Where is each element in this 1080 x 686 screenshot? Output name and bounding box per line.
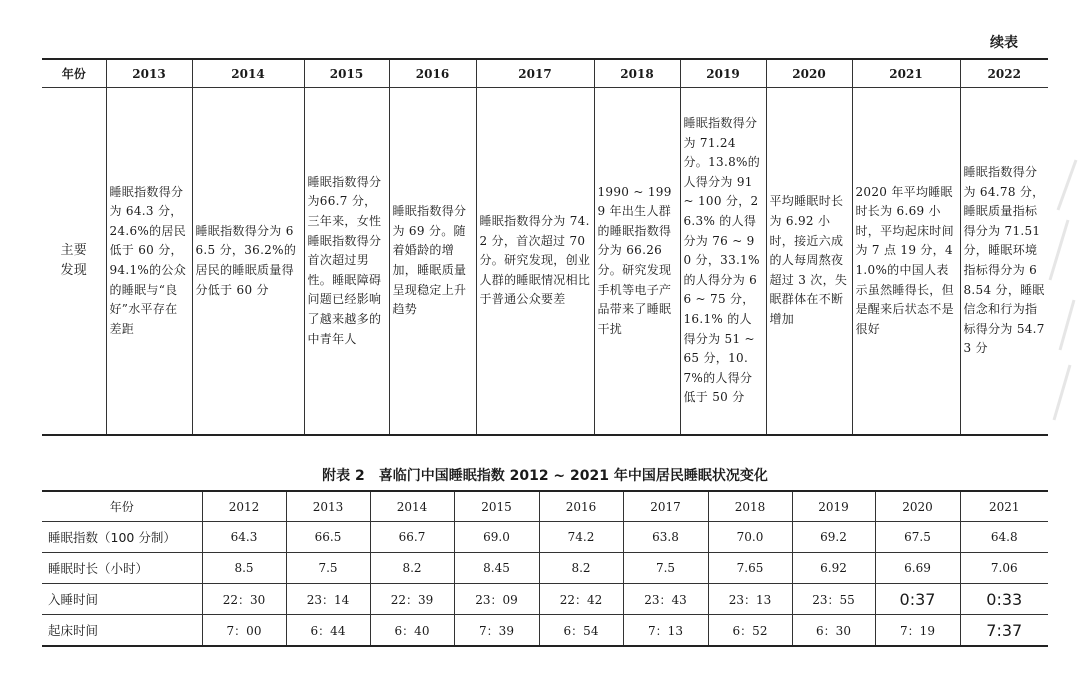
header-cell: 2013 bbox=[286, 491, 370, 522]
finding-cell: 睡眠指数得分为 69 分。随着婚龄的增加，睡眠质量呈现稳定上升趋势 bbox=[389, 88, 476, 436]
header-cell: 2016 bbox=[389, 59, 476, 88]
header-cell: 2015 bbox=[454, 491, 539, 522]
data-cell: 6：54 bbox=[539, 615, 623, 647]
data-cell: 64.8 bbox=[960, 522, 1048, 553]
finding-cell: 平均睡眠时长为 6.92 小时，接近六成的人每周熬夜超过 3 次，失眠群体在不断增加 bbox=[766, 88, 852, 436]
findings-header-row bbox=[42, 59, 1048, 88]
header-cell: 2016 bbox=[539, 491, 623, 522]
data-cell: 70.0 bbox=[708, 522, 792, 553]
data-cell: 7：13 bbox=[623, 615, 708, 647]
header-cell: 2020 bbox=[875, 491, 960, 522]
finding-cell: 睡眠指数得分为66.7 分，三年来，女性睡眠指数得分首次超过男性。睡眠障碍问题已经影响了越来越多的中青年人 bbox=[304, 88, 389, 436]
wake-time-row bbox=[42, 615, 1048, 647]
header-cell: 2019 bbox=[792, 491, 875, 522]
continued-label: 续表 bbox=[990, 35, 1018, 51]
data-cell: 6.69 bbox=[875, 553, 960, 584]
header-cell: 2018 bbox=[594, 59, 680, 88]
header-cell: 2019 bbox=[680, 59, 766, 88]
findings-table bbox=[42, 58, 1048, 436]
data-cell: 8.2 bbox=[370, 553, 454, 584]
data-cell: 66.7 bbox=[370, 522, 454, 553]
header-cell: 2014 bbox=[370, 491, 454, 522]
data-cell: 23：14 bbox=[286, 584, 370, 615]
table-caption: 附表 2 喜临门中国睡眠指数 2012 ~ 2021 年中国居民睡眠状况变化 bbox=[322, 468, 768, 484]
data-cell: 8.45 bbox=[454, 553, 539, 584]
data-cell: 7.65 bbox=[708, 553, 792, 584]
data-cell: 66.5 bbox=[286, 522, 370, 553]
finding-cell: 睡眠指数得分为 74.2 分，首次超过 70 分。研究发现，创业人群的睡眠情况相比于普通公众要差 bbox=[476, 88, 594, 436]
data-cell: 22：42 bbox=[539, 584, 623, 615]
data-cell: 7.5 bbox=[286, 553, 370, 584]
findings-row bbox=[42, 88, 1048, 436]
sleep-index-row bbox=[42, 522, 1048, 553]
header-cell: 2022 bbox=[960, 59, 1048, 88]
data-cell: 23：13 bbox=[708, 584, 792, 615]
data-cell: 6：44 bbox=[286, 615, 370, 647]
header-cell: 2012 bbox=[202, 491, 286, 522]
header-cell: 2017 bbox=[476, 59, 594, 88]
row-label: 起床时间 bbox=[42, 615, 202, 647]
data-cell: 8.5 bbox=[202, 553, 286, 584]
finding-cell: 2020 年平均睡眠时长为 6.69 小时，平均起床时间为 7 点 19 分，41.0%的中国人表示虽然睡得长，但是醒来后状态不是很好 bbox=[852, 88, 960, 436]
row-label: 入睡时间 bbox=[42, 584, 202, 615]
header-cell: 2013 bbox=[106, 59, 192, 88]
data-cell: 7.06 bbox=[960, 553, 1048, 584]
sleep-index-table bbox=[42, 490, 1048, 647]
data-cell: 7：00 bbox=[202, 615, 286, 647]
bedtime-row bbox=[42, 584, 1048, 615]
row-label: 睡眠指数（100 分制） bbox=[42, 522, 202, 553]
data-cell: 6.92 bbox=[792, 553, 875, 584]
findings-row-label: 主要 发现 bbox=[42, 88, 106, 436]
finding-cell: 1990 ~ 1999 年出生人群的睡眠指数得分为 66.26 分。研究发现手机等电子产品带来了睡眠干扰 bbox=[594, 88, 680, 436]
data-cell: 6：30 bbox=[792, 615, 875, 647]
header-cell: 2021 bbox=[852, 59, 960, 88]
data-cell: 7.5 bbox=[623, 553, 708, 584]
header-cell: 年份 bbox=[42, 59, 106, 88]
data-cell: 69.0 bbox=[454, 522, 539, 553]
data-cell: 23：55 bbox=[792, 584, 875, 615]
sleep-duration-row bbox=[42, 553, 1048, 584]
header-cell: 2021 bbox=[960, 491, 1048, 522]
data-cell: 6：40 bbox=[370, 615, 454, 647]
data-cell: 7：19 bbox=[875, 615, 960, 647]
row-label: 睡眠时长（小时） bbox=[42, 553, 202, 584]
header-cell: 2018 bbox=[708, 491, 792, 522]
data-cell: 22：39 bbox=[370, 584, 454, 615]
finding-cell: 睡眠指数得分为 64.78 分，睡眠质量指标得分为 71.51 分，睡眠环境指标得分为 68.54 分，睡眠信念和行为指标得分为 54.73 分 bbox=[960, 88, 1048, 436]
header-cell: 2014 bbox=[192, 59, 304, 88]
header-cell: 2015 bbox=[304, 59, 389, 88]
header-cell: 2017 bbox=[623, 491, 708, 522]
data-cell: 7:37 bbox=[960, 615, 1048, 647]
data-cell: 63.8 bbox=[623, 522, 708, 553]
data-cell: 22：30 bbox=[202, 584, 286, 615]
data-cell: 23：43 bbox=[623, 584, 708, 615]
data-cell: 67.5 bbox=[875, 522, 960, 553]
finding-cell: 睡眠指数得分为 66.5 分，36.2%的居民的睡眠质量得分低于 60 分 bbox=[192, 88, 304, 436]
data-cell: 0:37 bbox=[875, 584, 960, 615]
data-cell: 8.2 bbox=[539, 553, 623, 584]
finding-cell: 睡眠指数得分为 64.3 分，24.6%的居民低于 60 分，94.1%的公众的睡眠与“良好”水平存在差距 bbox=[106, 88, 192, 436]
data-cell: 23：09 bbox=[454, 584, 539, 615]
sleep-header-row bbox=[42, 491, 1048, 522]
watermark-strokes bbox=[1040, 150, 1080, 430]
data-cell: 7：39 bbox=[454, 615, 539, 647]
data-cell: 69.2 bbox=[792, 522, 875, 553]
finding-cell: 睡眠指数得分为 71.24 分。13.8%的人得分为 91 ~ 100 分，26.3% 的人得分为 76 ~ 90 分，33.1%的人得分为 66 ~ 75 分，16.1% 的人得分为 51 ~ 65 分，10.7%的人得分低于 50 分 bbox=[680, 88, 766, 436]
data-cell: 0:33 bbox=[960, 584, 1048, 615]
header-cell: 年份 bbox=[42, 491, 202, 522]
header-cell: 2020 bbox=[766, 59, 852, 88]
data-cell: 64.3 bbox=[202, 522, 286, 553]
data-cell: 74.2 bbox=[539, 522, 623, 553]
data-cell: 6：52 bbox=[708, 615, 792, 647]
